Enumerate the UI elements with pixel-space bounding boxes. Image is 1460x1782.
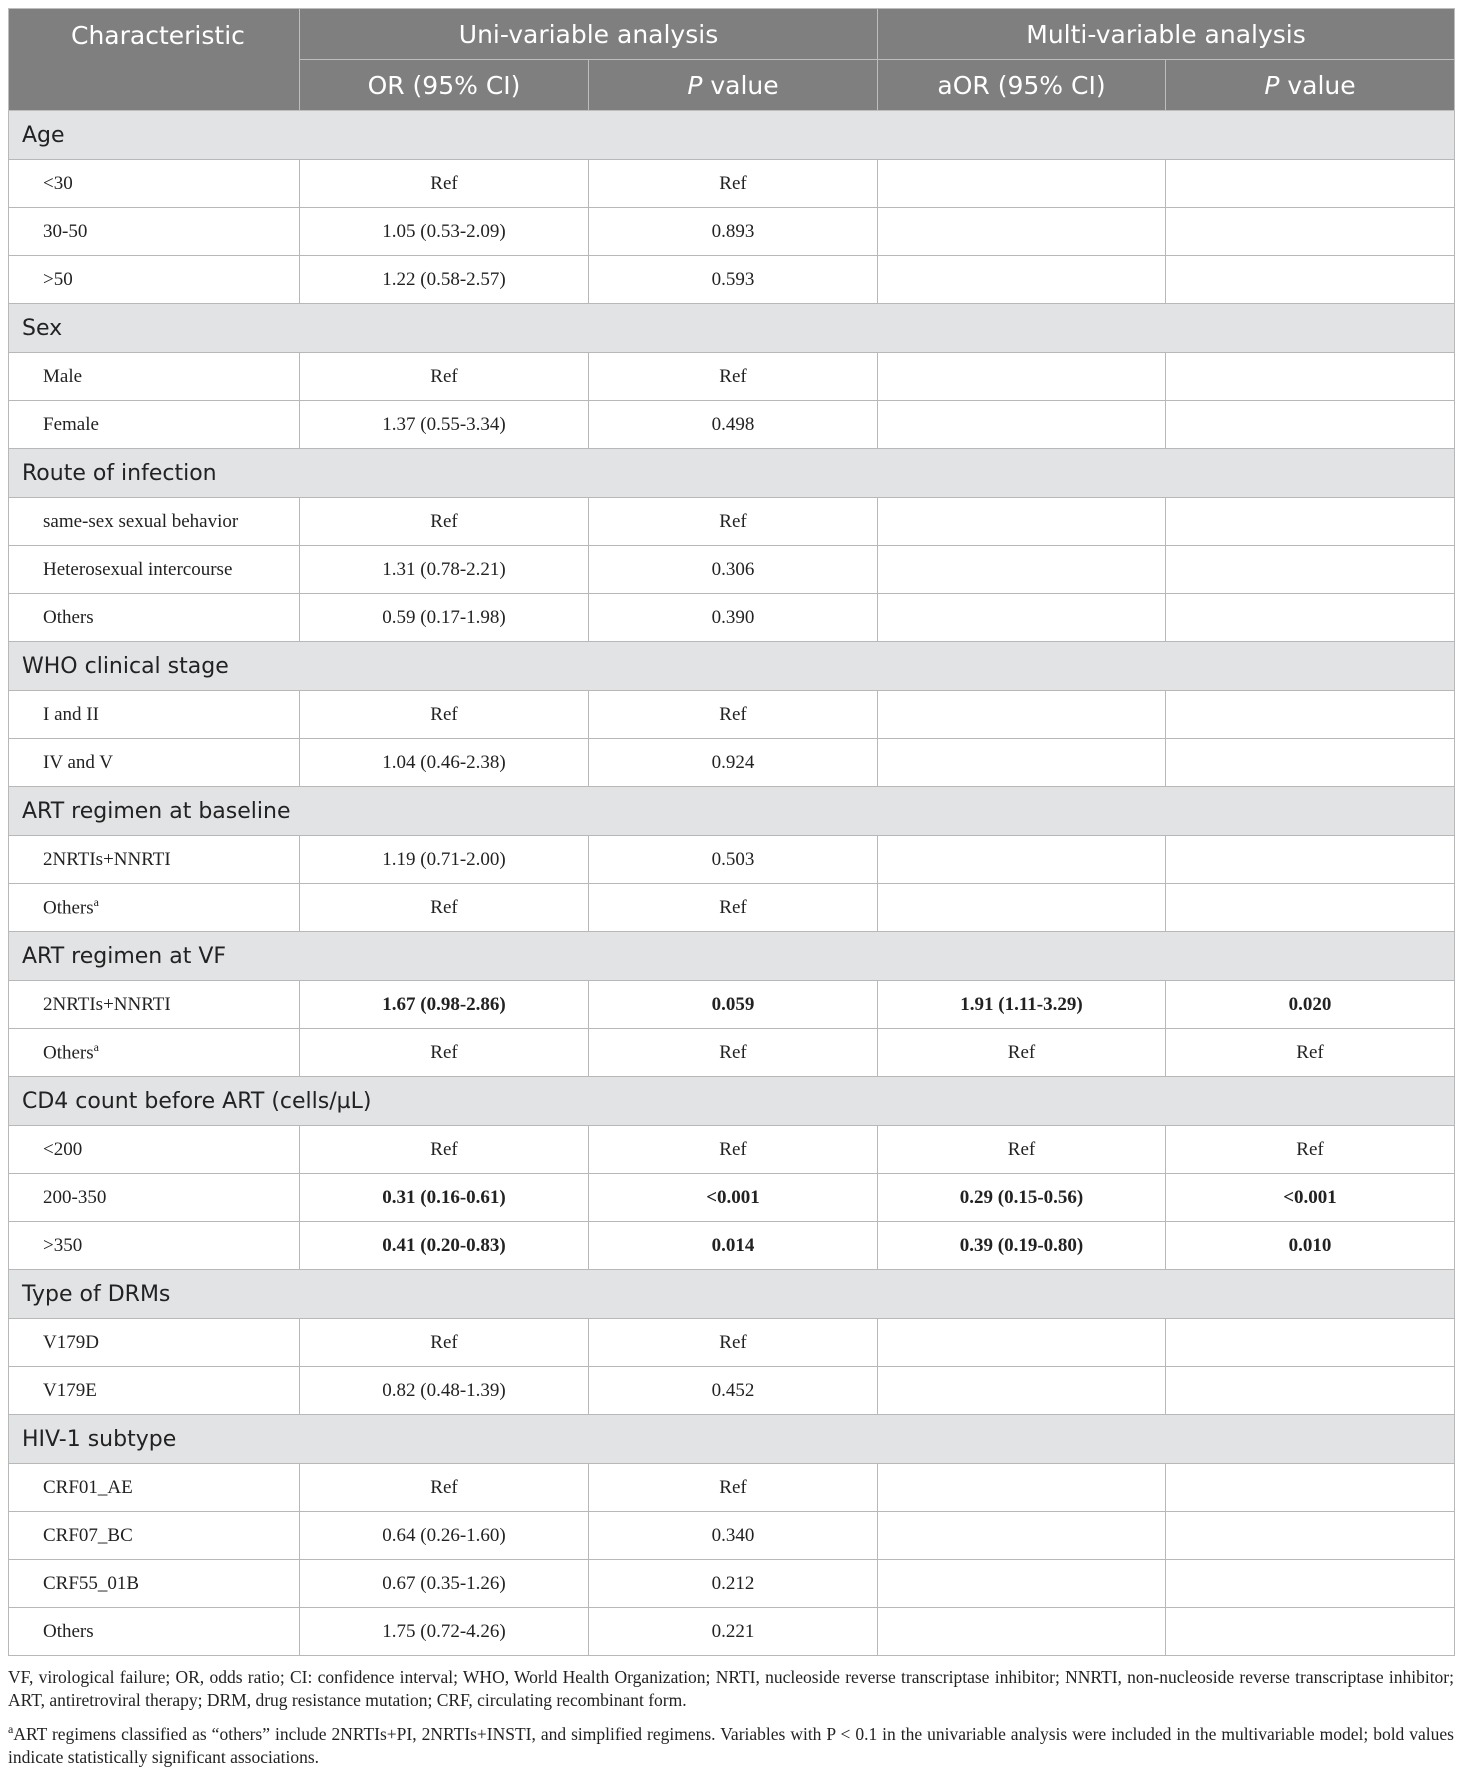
row-label-text: Others (43, 606, 94, 628)
row-label (9, 1464, 300, 1512)
adjusted-p-value-cell (1166, 1608, 1455, 1656)
p-value-cell: 0.924 (589, 739, 878, 787)
table-row (9, 1560, 1455, 1608)
multi-variable-header: Multi-variable analysis (878, 9, 1455, 60)
row-label (9, 594, 300, 642)
row-label (9, 1367, 300, 1415)
table-container (8, 8, 1454, 1775)
or-cell: Ref (300, 1464, 589, 1512)
row-label-text: same-sex sexual behavior (43, 510, 239, 532)
or-cell: 1.31 (0.78-2.21) (300, 546, 589, 594)
adjusted-p-value-cell: Ref (1166, 1126, 1455, 1174)
row-label (9, 691, 300, 739)
p-value-cell: Ref (589, 884, 878, 932)
adjusted-p-value-cell: 0.010 (1166, 1222, 1455, 1270)
p-italic: P (1264, 70, 1280, 100)
aor-cell (878, 546, 1166, 594)
adjusted-p-value-cell (1166, 594, 1455, 642)
table-row (9, 594, 1455, 642)
p-value-cell: Ref (589, 691, 878, 739)
row-label-text: CRF01_AE (43, 1476, 133, 1498)
group-title: Type of DRMs (9, 1270, 1455, 1319)
row-label-text: <30 (43, 172, 73, 194)
aor-cell (878, 1319, 1166, 1367)
table-row (9, 1464, 1455, 1512)
adjusted-p-value-header (1166, 60, 1455, 111)
p-value-header (589, 60, 878, 111)
aor-cell (878, 1608, 1166, 1656)
p-value-cell: 0.390 (589, 594, 878, 642)
table-row (9, 691, 1455, 739)
row-label-text: Female (43, 413, 99, 435)
group-row (9, 449, 1455, 498)
p-value-cell: <0.001 (589, 1174, 878, 1222)
group-row (9, 304, 1455, 353)
or-cell: Ref (300, 353, 589, 401)
group-row (9, 932, 1455, 981)
aor-cell (878, 691, 1166, 739)
row-label-text: 30-50 (43, 220, 88, 242)
table-row (9, 353, 1455, 401)
row-label-text: Male (43, 365, 83, 387)
p-value-cell: Ref (589, 353, 878, 401)
table-row (9, 1029, 1455, 1077)
footnote-marker: a (93, 1040, 99, 1055)
or-cell: Ref (300, 1319, 589, 1367)
or-cell: 0.41 (0.20-0.83) (300, 1222, 589, 1270)
row-label-text: Heterosexual intercourse (43, 558, 233, 580)
p-value-cell: Ref (589, 1029, 878, 1077)
aor-cell: Ref (878, 1126, 1166, 1174)
or-cell: 0.82 (0.48-1.39) (300, 1367, 589, 1415)
adjusted-p-value-cell (1166, 1512, 1455, 1560)
or-cell: 0.31 (0.16-0.61) (300, 1174, 589, 1222)
adjusted-p-value-cell (1166, 739, 1455, 787)
group-row (9, 111, 1455, 160)
aor-cell: 0.29 (0.15-0.56) (878, 1174, 1166, 1222)
adjusted-p-value-cell (1166, 160, 1455, 208)
group-title: ART regimen at VF (9, 932, 1455, 981)
table-row (9, 1222, 1455, 1270)
table-row (9, 836, 1455, 884)
adjusted-p-value-cell (1166, 498, 1455, 546)
p-value-cell: 0.306 (589, 546, 878, 594)
footnote-marker: a (93, 895, 99, 910)
p-value-cell: 0.014 (589, 1222, 878, 1270)
table-body (9, 111, 1455, 1656)
or-cell: 1.04 (0.46-2.38) (300, 739, 589, 787)
adjusted-p-value-cell (1166, 884, 1455, 932)
group-row (9, 1270, 1455, 1319)
row-label-text: 200-350 (43, 1186, 107, 1208)
uni-variable-header: Uni-variable analysis (300, 9, 878, 60)
row-label (9, 1029, 300, 1077)
aor-cell (878, 160, 1166, 208)
p-value-cell: 0.340 (589, 1512, 878, 1560)
group-title: Age (9, 111, 1455, 160)
group-title: HIV-1 subtype (9, 1415, 1455, 1464)
aor-cell (878, 1560, 1166, 1608)
adjusted-p-value-cell (1166, 353, 1455, 401)
aor-cell (878, 256, 1166, 304)
row-label-text: IV and V (43, 751, 114, 773)
aor-cell (878, 836, 1166, 884)
p-value-cell: 0.593 (589, 256, 878, 304)
row-label (9, 1222, 300, 1270)
row-label-text: I and II (43, 703, 99, 725)
table-row (9, 739, 1455, 787)
p-value-cell: 0.503 (589, 836, 878, 884)
adjusted-p-value-cell: 0.020 (1166, 981, 1455, 1029)
p-value-cell: 0.212 (589, 1560, 878, 1608)
row-label-text: 2NRTIs+NNRTI (43, 993, 171, 1015)
p-value-cell: Ref (589, 1464, 878, 1512)
table-row (9, 546, 1455, 594)
aor-cell (878, 884, 1166, 932)
row-label (9, 884, 300, 932)
group-row (9, 787, 1455, 836)
aor-cell (878, 1367, 1166, 1415)
adjusted-p-value-cell (1166, 401, 1455, 449)
p-value-text: value (1279, 70, 1356, 100)
aor-cell (878, 208, 1166, 256)
aor-cell (878, 594, 1166, 642)
or-cell: 1.67 (0.98-2.86) (300, 981, 589, 1029)
table-row (9, 1367, 1455, 1415)
adjusted-p-value-cell (1166, 208, 1455, 256)
regimen-note (8, 1718, 1454, 1769)
adjusted-p-value-cell: Ref (1166, 1029, 1455, 1077)
or-cell: Ref (300, 884, 589, 932)
table-row (9, 1174, 1455, 1222)
table-row (9, 1126, 1455, 1174)
row-label-text: CRF55_01B (43, 1572, 140, 1594)
row-label (9, 208, 300, 256)
p-value-cell: 0.221 (589, 1608, 878, 1656)
adjusted-p-value-cell (1166, 836, 1455, 884)
group-title: Sex (9, 304, 1455, 353)
or-cell: 1.05 (0.53-2.09) (300, 208, 589, 256)
adjusted-p-value-cell (1166, 256, 1455, 304)
adjusted-p-value-cell (1166, 1367, 1455, 1415)
adjusted-p-value-cell (1166, 1464, 1455, 1512)
row-label (9, 981, 300, 1029)
table-header (9, 9, 1455, 111)
row-label-text: >50 (43, 268, 73, 290)
row-label (9, 1319, 300, 1367)
aor-cell (878, 1464, 1166, 1512)
or-cell: 1.22 (0.58-2.57) (300, 256, 589, 304)
row-label (9, 353, 300, 401)
row-label (9, 1608, 300, 1656)
row-label (9, 546, 300, 594)
p-value-cell: 0.452 (589, 1367, 878, 1415)
p-italic: P (687, 70, 703, 100)
aor-cell: 1.91 (1.11-3.29) (878, 981, 1166, 1029)
row-label-text: <200 (43, 1138, 83, 1160)
row-label-text: Others (43, 1620, 94, 1642)
group-title: CD4 count before ART (cells/µL) (9, 1077, 1455, 1126)
abbreviations-note: VF, virological failure; OR, odds ratio; CI: confidence interval; WHO, World Health Organization; NRTI, nucleoside reverse transcriptase inhibitor; NNRTI, non-nucleoside reverse transcriptase inhibitor; ART, antiretroviral therapy; DRM, drug resistance mutation; CRF, circulating recombinant form. (8, 1667, 1454, 1710)
or-header: OR (95% CI) (300, 60, 589, 111)
aor-cell (878, 401, 1166, 449)
or-cell: Ref (300, 1029, 589, 1077)
or-cell: 0.67 (0.35-1.26) (300, 1560, 589, 1608)
p-value-cell: Ref (589, 160, 878, 208)
row-label (9, 836, 300, 884)
row-label-text: >350 (43, 1234, 83, 1256)
row-label-text: CRF07_BC (43, 1524, 133, 1546)
table-row (9, 401, 1455, 449)
footnote-marker: a (8, 1722, 14, 1736)
row-label-text: Others (43, 897, 94, 919)
group-row (9, 1415, 1455, 1464)
table-row (9, 208, 1455, 256)
row-label (9, 256, 300, 304)
table-row (9, 981, 1455, 1029)
table-row (9, 160, 1455, 208)
regimen-note-text: ART regimens classified as “others” include 2NRTIs+PI, 2NRTIs+INSTI, and simplified regimens. Variables with P < 0.1 in the univariable analysis were included in the multivariable model; bold values indicate statistically significant associations. (8, 1723, 1454, 1767)
p-value-cell: 0.059 (589, 981, 878, 1029)
row-label (9, 401, 300, 449)
aor-cell: Ref (878, 1029, 1166, 1077)
row-label (9, 1560, 300, 1608)
p-value-cell: Ref (589, 1126, 878, 1174)
adjusted-p-value-cell (1166, 546, 1455, 594)
p-value-cell: 0.893 (589, 208, 878, 256)
adjusted-p-value-cell (1166, 691, 1455, 739)
or-cell: Ref (300, 498, 589, 546)
aor-cell (878, 1512, 1166, 1560)
aor-header: aOR (95% CI) (878, 60, 1166, 111)
group-row (9, 642, 1455, 691)
group-title: WHO clinical stage (9, 642, 1455, 691)
or-cell: Ref (300, 160, 589, 208)
adjusted-p-value-cell (1166, 1319, 1455, 1367)
p-value-cell: Ref (589, 1319, 878, 1367)
p-value-cell: 0.498 (589, 401, 878, 449)
or-cell: 0.64 (0.26-1.60) (300, 1512, 589, 1560)
row-label (9, 1174, 300, 1222)
row-label-text: V179E (43, 1379, 97, 1401)
row-label (9, 160, 300, 208)
or-cell: Ref (300, 691, 589, 739)
row-label (9, 739, 300, 787)
group-title: ART regimen at baseline (9, 787, 1455, 836)
aor-cell (878, 739, 1166, 787)
p-value-cell: Ref (589, 498, 878, 546)
or-cell: 1.37 (0.55-3.34) (300, 401, 589, 449)
row-label (9, 1512, 300, 1560)
table-row (9, 256, 1455, 304)
table-row (9, 1512, 1455, 1560)
row-label-text: 2NRTIs+NNRTI (43, 848, 171, 870)
adjusted-p-value-cell (1166, 1560, 1455, 1608)
table-row (9, 1319, 1455, 1367)
or-cell: 1.75 (0.72-4.26) (300, 1608, 589, 1656)
row-label-text: Others (43, 1042, 94, 1064)
aor-cell (878, 353, 1166, 401)
group-row (9, 1077, 1455, 1126)
row-label-text: V179D (43, 1331, 99, 1353)
regression-table (8, 8, 1455, 1656)
row-label (9, 498, 300, 546)
footnotes (8, 1666, 1454, 1769)
table-row (9, 1608, 1455, 1656)
characteristic-header: Characteristic (9, 9, 300, 111)
table-row (9, 498, 1455, 546)
aor-cell (878, 498, 1166, 546)
or-cell: Ref (300, 1126, 589, 1174)
adjusted-p-value-cell: <0.001 (1166, 1174, 1455, 1222)
p-value-text: value (702, 70, 779, 100)
table-row (9, 884, 1455, 932)
aor-cell: 0.39 (0.19-0.80) (878, 1222, 1166, 1270)
group-title: Route of infection (9, 449, 1455, 498)
row-label (9, 1126, 300, 1174)
or-cell: 1.19 (0.71-2.00) (300, 836, 589, 884)
or-cell: 0.59 (0.17-1.98) (300, 594, 589, 642)
